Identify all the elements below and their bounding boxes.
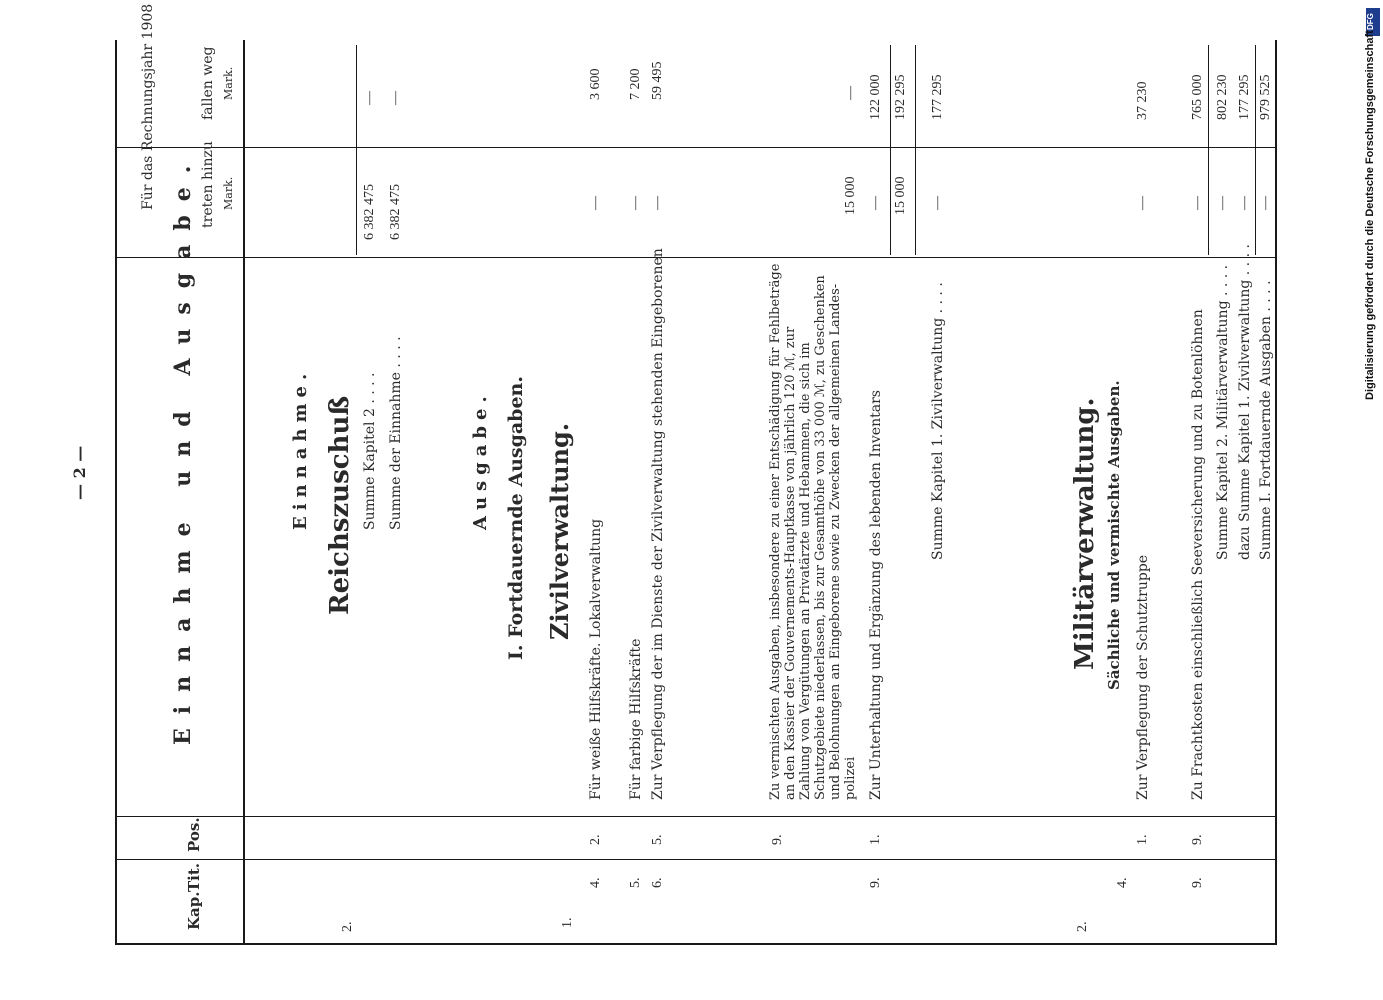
zivil-row-2-hinzu: — (628, 196, 643, 210)
militaer-row-2-hinzu: — (1190, 196, 1205, 210)
summe-kapitel-2-label: Summe Kapitel 2 . . . . (362, 372, 378, 530)
zivil-row-1-pos: 2. (588, 834, 603, 845)
summe-kapitel-2-weg: — (362, 91, 377, 105)
ausgabe-heading: Ausgabe. (470, 390, 491, 530)
zivil-row-2-label: Für farbige Hilfskräfte (628, 638, 644, 800)
fiscal-header: Für das Rechnungsjahr 1908 (140, 3, 156, 210)
militaer-total-1-weg: 802 230 (1215, 74, 1230, 120)
militaer-row-2-label: Zu Frachtkosten einschließlich Seeversicherung und zu Botenlöhnen (1190, 309, 1206, 800)
militaer-total-3-hinzu: — (1258, 196, 1273, 210)
zivil-summe-weg: 177 295 (930, 74, 945, 120)
militaer-total-1-hinzu: — (1215, 196, 1230, 210)
total-rule (1255, 45, 1256, 255)
zivil-row-2-tit: 5. (628, 877, 643, 888)
militaer-total-3-label: Summe I. Fortdauernde Ausgaben . . . . (1258, 280, 1274, 560)
misc-line-1: Zu vermischten Ausgaben, insbesondere zu einer Entschädigung für Fehlbeträge (768, 263, 783, 800)
kap-col-rule (115, 816, 1275, 817)
header-bottom-rule (243, 40, 245, 945)
inventar-hinzu: — (868, 196, 883, 210)
zivil-subtotal-weg: 192 295 (893, 74, 908, 120)
militaer-subheading: Sächliche und vermischte Ausgaben. (1105, 380, 1123, 690)
fortdauernde-heading: I. Fortdauernde Ausgaben. (505, 376, 527, 660)
zivil-row-3-pos: 5. (650, 834, 665, 845)
dfg-logo: DFG (1366, 8, 1380, 36)
einnahme-sum-rule (356, 45, 357, 255)
zivil-row-3-weg: 59 495 (650, 61, 665, 100)
main-title: Einnahme und Ausgabe. (170, 151, 196, 745)
inventar-pos: 1. (868, 834, 883, 845)
militaer-total-2-label: dazu Summe Kapitel 1. Zivilverwaltung . . . . (1237, 244, 1253, 560)
header-weg: fallen weg (200, 46, 216, 120)
misc-weg: — (843, 86, 858, 100)
summe-einnahme-label: Summe der Einnahme . . . . (388, 336, 404, 530)
header-kap: Kap. (185, 891, 203, 930)
frame-top-rule (115, 40, 117, 945)
militaer-row-1-pos: 1. (1135, 834, 1150, 845)
inventar-label: Zur Unterhaltung und Ergänzung des lebenden Inventars (868, 390, 884, 800)
militaer-row-2-weg: 765 000 (1190, 74, 1205, 120)
misc-line-6: polizei (843, 756, 858, 800)
zivil-row-1-tit: 4. (588, 877, 603, 888)
militaer-row-2-pos: 9. (1190, 834, 1205, 845)
summe-einnahme-weg: — (388, 91, 403, 105)
header-unit-weg: Mark. (222, 66, 235, 100)
frame-bottom-rule (1275, 40, 1277, 945)
zivil-row-3-label: Zur Verpflegung der im Dienste der Zivilverwaltung stehenden Eingeborenen (650, 248, 666, 800)
hinzu-col-rule (115, 147, 1275, 148)
zivil-row-3-tit: 6. (650, 877, 665, 888)
zivil-row-3-hinzu: — (650, 196, 665, 210)
zivil-row-2-weg: 7 200 (628, 68, 643, 100)
misc-pos: 9. (770, 834, 785, 845)
militaer-heading: Militärverwaltung. (1070, 397, 1100, 670)
zivil-row-1-label: Für weiße Hilfskräfte. Lokalverwaltung (588, 518, 604, 800)
einnahme-heading: Einnahme. (290, 367, 311, 530)
misc-line-3: Zahlung von Vergütungen an Privatärzte und Hebammen, die sich im (798, 342, 813, 800)
zivil-subtotal-hinzu: 15 000 (893, 176, 908, 215)
militaer-row-1-label: Zur Verpflegung der Schutztruppe (1135, 554, 1151, 800)
header-unit-hinzu: Mark. (222, 176, 235, 210)
reichszuschuss-heading: Reichszuschuß (325, 395, 355, 615)
militaer-row-1-weg: 37 230 (1135, 81, 1150, 120)
summe-einnahme-hinzu: 6 382 475 (388, 184, 403, 240)
militaer-row-1-tit: 4. (1115, 877, 1130, 888)
misc-line-4: Schutzgebiete niederlassen, bis zur Gesamthöhe von 33 000 ℳ, zu Geschenken (813, 275, 828, 800)
text-col-rule (115, 257, 1275, 258)
zivil-subtotal-rule (890, 45, 891, 255)
militaer-total-2-weg: 177 295 (1237, 74, 1252, 120)
header-tit: Tit. (185, 862, 203, 892)
tit-col-rule (115, 859, 1275, 860)
header-hinzu: treten hinzu (200, 141, 216, 228)
militaer-row-1-hinzu: — (1135, 196, 1150, 210)
zivil-row-1-weg: 3 600 (588, 68, 603, 100)
militaer-row-2-tit: 9. (1190, 877, 1205, 888)
zivil-kap: 1. (560, 917, 575, 928)
misc-line-2: an den Kassier der Gouvernements-Hauptkasse von jährlich 120 ℳ, zur (783, 326, 798, 800)
einnahme-kap: 2. (340, 921, 355, 932)
inventar-tit: 9. (868, 877, 883, 888)
militaer-sum-rule (1208, 45, 1209, 255)
zivilverwaltung-heading: Zivilverwaltung. (545, 422, 574, 640)
militaer-total-1-label: Summe Kapitel 2. Militärverwaltung . . . . (1215, 264, 1231, 560)
header-pos: Pos. (185, 817, 203, 852)
inventar-weg: 122 000 (868, 74, 883, 120)
digitization-credit: Digitalisierung gefördert durch die Deutsche Forschungsgemeinschaft (1364, 30, 1376, 400)
summe-kapitel-2-hinzu: 6 382 475 (362, 184, 377, 240)
zivil-summe-label: Summe Kapitel 1. Zivilverwaltung . . . . (930, 282, 946, 560)
misc-hinzu: 15 000 (843, 176, 858, 215)
page-number: — 2 — (70, 445, 89, 500)
militaer-total-3-weg: 979 525 (1258, 74, 1273, 120)
zivil-row-1-hinzu: — (588, 196, 603, 210)
militaer-kap: 2. (1075, 921, 1090, 932)
zivil-summe-hinzu: — (930, 196, 945, 210)
frame-left-rule (115, 943, 1275, 945)
zivil-summe-rule (915, 45, 916, 255)
misc-line-5: und Belohnungen an Eingeborene sowie zu Zwecken der allgemeinen Landes- (828, 283, 843, 800)
militaer-total-2-hinzu: — (1237, 196, 1252, 210)
